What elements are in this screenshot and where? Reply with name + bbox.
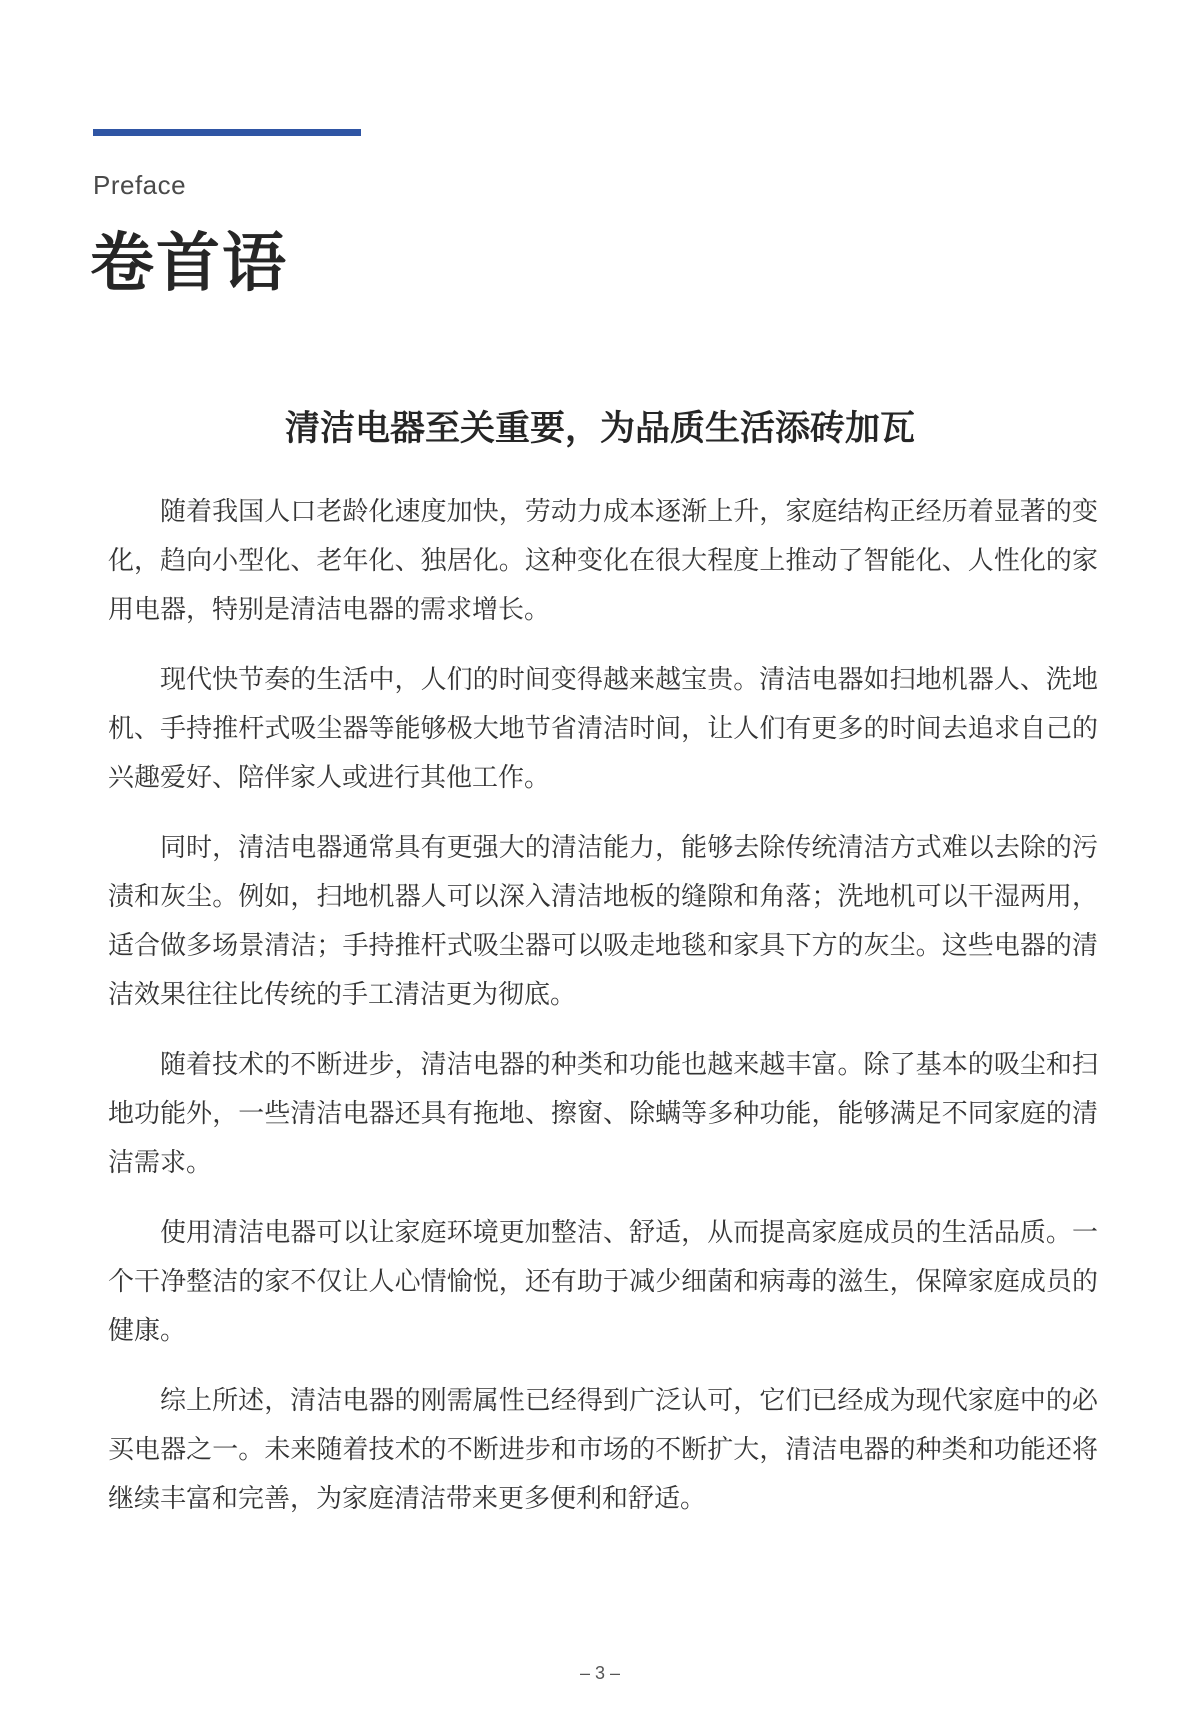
paragraph-4: 随着技术的不断进步，清洁电器的种类和功能也越来越丰富。除了基本的吸尘和扫地功能外，一些清洁电器还具有拖地、擦窗、除螨等多种功能，能够满足不同家庭的清洁需求。	[108, 1050, 1098, 1178]
preface-label: Preface	[93, 170, 187, 200]
page-number: – 3 –	[579, 1663, 621, 1683]
paragraph-3: 同时，清洁电器通常具有更强大的清洁能力，能够去除传统清洁方式难以去除的污渍和灰尘。例如，扫地机器人可以深入清洁地板的缝隙和角落；洗地机可以干湿两用，适合做多场景清洁；手持推杆式吸尘器可以吸走地毯和家具下方的灰尘。这些电器的清洁效果往往比传统的手工清洁更为彻底。	[108, 833, 1098, 1010]
paragraph-2: 现代快节奏的生活中，人们的时间变得越来越宝贵。清洁电器如扫地机器人、洗地机、手持推杆式吸尘器等能够极大地节省清洁时间，让人们有更多的时间去追求自己的兴趣爱好、陪伴家人或进行其他工作。	[108, 665, 1098, 793]
paragraph-1: 随着我国人口老龄化速度加快，劳动力成本逐渐上升，家庭结构正经历着显著的变化，趋向小型化、老年化、独居化。这种变化在很大程度上推动了智能化、人性化的家用电器，特别是清洁电器的需求增长。	[108, 497, 1098, 625]
page-title: 卷首语	[90, 227, 288, 301]
article-title: 清洁电器至关重要，为品质生活添砖加瓦	[284, 409, 915, 449]
accent-bar	[93, 129, 361, 136]
paragraph-6: 综上所述，清洁电器的刚需属性已经得到广泛认可，它们已经成为现代家庭中的必买电器之一。未来随着技术的不断进步和市场的不断扩大，清洁电器的种类和功能还将继续丰富和完善，为家庭清洁带来更多便利和舒适。	[108, 1386, 1098, 1514]
paragraph-5: 使用清洁电器可以让家庭环境更加整洁、舒适，从而提高家庭成员的生活品质。一个干净整洁的家不仅让人心情愉悦，还有助于减少细菌和病毒的滋生，保障家庭成员的健康。	[108, 1218, 1098, 1346]
article-body	[108, 488, 1098, 1545]
